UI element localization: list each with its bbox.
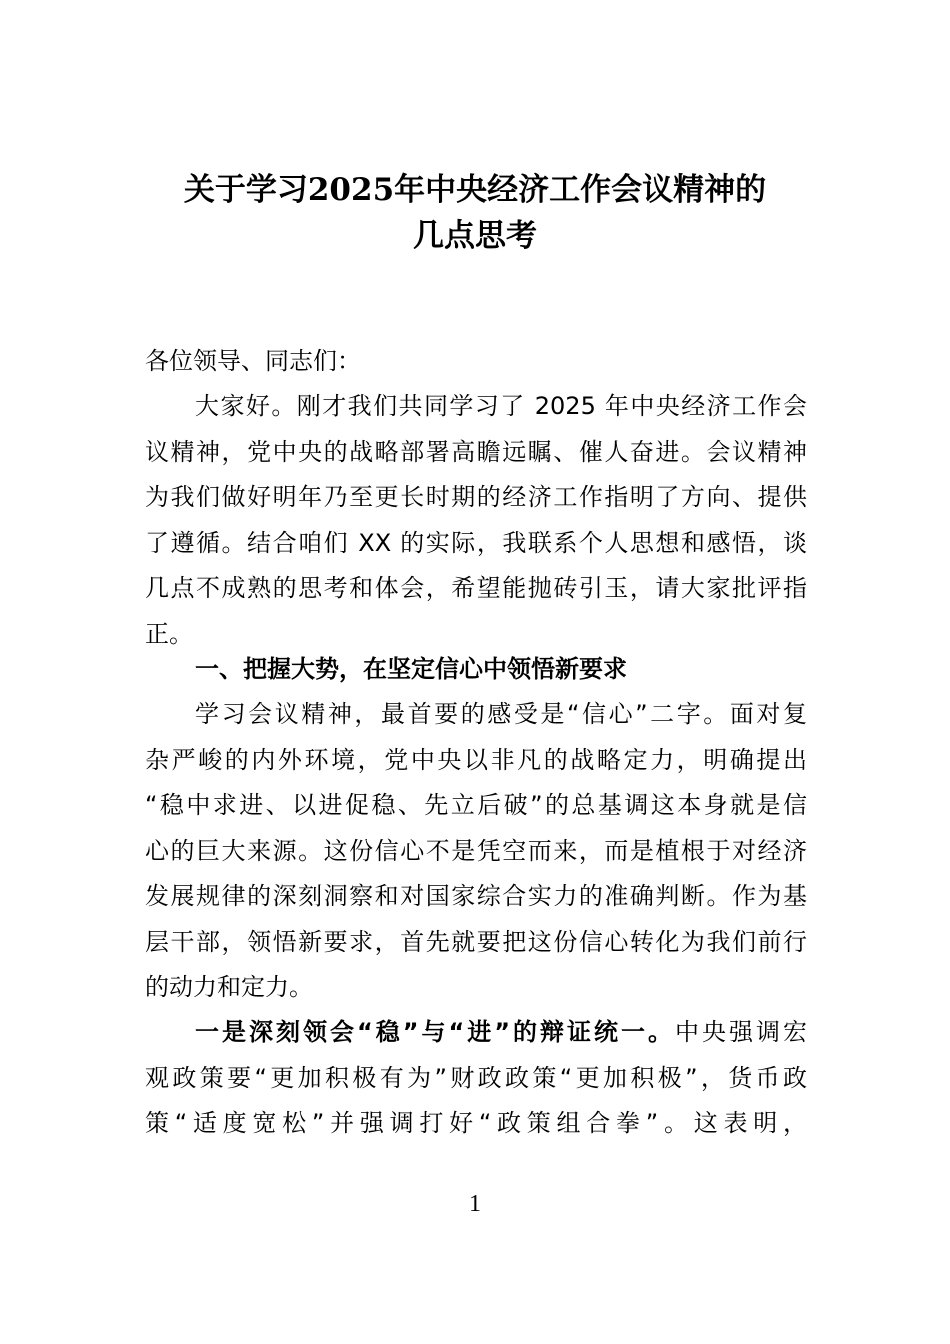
paragraph-line: 发展规律的深刻洞察和对国家综合实力的准确判断。作为基 [145, 882, 807, 910]
section-heading-text: 一、把握大势，在坚定信心中领悟新要求 [195, 655, 627, 683]
section-heading-1 [145, 647, 807, 693]
document-title-line-1: 关于学习2025年中央经济工作会议精神的 [183, 172, 767, 208]
page-number: 1 [469, 1191, 481, 1217]
intro-paragraph [145, 384, 807, 657]
paragraph-line: 为我们做好明年乃至更长时期的经济工作指明了方向、提供 [145, 483, 807, 511]
paragraph-line [145, 1010, 807, 1056]
paragraph-line: 策“适度宽松”并强调打好“政策组合拳”。这表明， [145, 1109, 807, 1137]
paragraph-line: 议精神，党中央的战略部署高瞻远瞩、催人奋进。会议精神 [145, 437, 807, 466]
point-1-paragraph [145, 1010, 807, 1147]
paragraph-line: 正。 [145, 619, 193, 648]
paragraph-line: 杂严峻的内外环境，党中央以非凡的战略定力，明确提出 [145, 745, 807, 774]
paragraph-line: 心的巨大来源。这份信心不是凭空而来，而是植根于对经济 [145, 836, 807, 865]
greeting-text: 各位领导、同志们： [145, 347, 361, 375]
paragraph-line: “稳中求进、以进促稳、先立后破”的总基调这本身就是信 [145, 791, 807, 819]
paragraph-line: 了遵循。结合咱们 XX 的实际，我联系个人思想和感悟，谈 [145, 528, 807, 557]
paragraph-line: 的动力和定力。 [145, 973, 313, 1001]
paragraph-line: 学习会议精神，最首要的感受是“信心”二字。面对复 [195, 700, 807, 728]
paragraph-line: 层干部，领悟新要求，首先就要把这份信心转化为我们前行 [145, 927, 807, 956]
point-1-bold-lead: 一是深刻领会“稳”与“进”的辩证统一。 [195, 1018, 676, 1046]
greeting [145, 339, 807, 385]
paragraph-line: 大家好。刚才我们共同学习了 2025 年中央经济工作会 [195, 392, 807, 420]
paragraph-line: 观政策要“更加积极有为”财政政策“更加积极”，货币政 [145, 1063, 807, 1092]
section1-paragraph [145, 692, 807, 1011]
paragraph-line: 几点不成熟的思考和体会，希望能抛砖引玉，请大家批评指 [145, 574, 807, 602]
document-title-line-2: 几点思考 [413, 218, 537, 254]
point-1-first-line-rest: 中央强调宏 [675, 1018, 807, 1046]
